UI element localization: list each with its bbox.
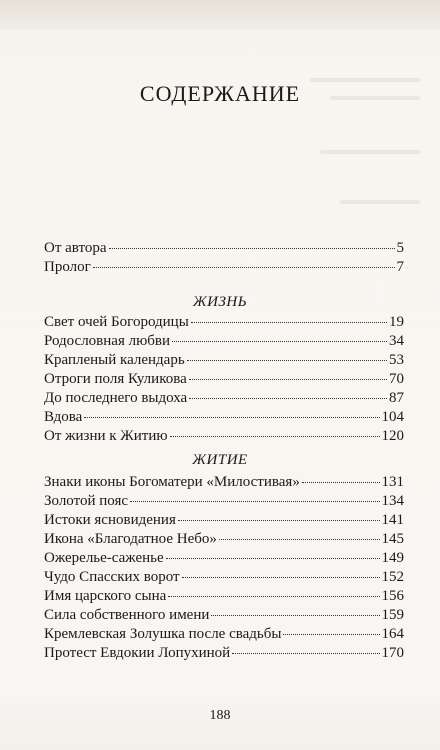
entry-page: 134 xyxy=(381,493,404,509)
entry-page: 156 xyxy=(381,588,404,604)
toc-entry xyxy=(44,428,404,447)
entry-title: Золотой пояс xyxy=(44,493,129,509)
toc-entry xyxy=(44,333,404,352)
toc-entry xyxy=(44,371,404,390)
entry-page: 5 xyxy=(396,240,404,256)
page-top-shadow xyxy=(0,0,440,30)
entry-title: Имя царского сына xyxy=(44,588,167,604)
entry-title: Крапленый календарь xyxy=(44,352,185,368)
dot-leader xyxy=(283,634,379,635)
entry-title: Пролог xyxy=(44,259,91,275)
intro-entries xyxy=(44,240,404,278)
entry-page: 53 xyxy=(389,352,404,368)
toc-entry xyxy=(44,474,404,493)
entry-title: Отроги поля Куликова xyxy=(44,371,187,387)
dot-leader xyxy=(191,322,387,323)
toc-entry xyxy=(44,626,404,645)
entry-page: 152 xyxy=(381,569,404,585)
entry-title: Свет очей Богородицы xyxy=(44,314,189,330)
page-number: 188 xyxy=(209,708,231,723)
dot-leader xyxy=(109,248,395,249)
dot-leader xyxy=(187,360,387,361)
entry-page: 70 xyxy=(389,371,404,387)
contents-title: СОДЕРЖАНИЕ xyxy=(139,80,301,106)
toc-entry xyxy=(44,531,404,550)
dot-leader xyxy=(182,577,380,578)
dot-leader xyxy=(84,417,379,418)
entry-title: Вдова xyxy=(44,409,83,425)
dot-leader xyxy=(302,482,380,483)
entry-page: 159 xyxy=(381,607,404,623)
entry-page: 120 xyxy=(381,428,404,444)
dot-leader xyxy=(189,398,387,399)
section-entries-zhizn xyxy=(44,314,404,447)
entry-page: 131 xyxy=(381,474,404,490)
entry-title: От автора xyxy=(44,240,107,256)
entry-page: 19 xyxy=(389,314,404,330)
show-through-text xyxy=(320,150,420,154)
dot-leader xyxy=(130,501,379,502)
entry-page: 145 xyxy=(381,531,404,547)
toc-entry xyxy=(44,645,404,664)
entry-page: 7 xyxy=(396,259,404,275)
dot-leader xyxy=(219,539,380,540)
dot-leader xyxy=(232,653,379,654)
dot-leader xyxy=(170,436,380,437)
entry-page: 87 xyxy=(389,390,404,406)
entry-page: 141 xyxy=(381,512,404,528)
toc-entry xyxy=(44,569,404,588)
show-through-text xyxy=(340,200,420,204)
entry-title: До последнего выдоха xyxy=(44,390,188,406)
entry-title: Родословная любви xyxy=(44,333,171,349)
entry-page: 34 xyxy=(389,333,404,349)
entry-title: Икона «Благодатное Небо» xyxy=(44,531,217,547)
entry-page: 104 xyxy=(381,409,404,425)
toc-entry xyxy=(44,240,404,259)
entry-title: Протест Евдокии Лопухиной xyxy=(44,645,231,661)
entry-title: Кремлевская Золушка после свадьбы xyxy=(44,626,282,642)
entry-title: Знаки иконы Богоматери «Милостивая» xyxy=(44,474,300,490)
section-heading-zhizn: ЖИЗНЬ xyxy=(192,294,248,310)
entry-title: Сила собственного имени xyxy=(44,607,210,623)
dot-leader xyxy=(178,520,380,521)
toc-entry xyxy=(44,512,404,531)
entry-title: Истоки ясновидения xyxy=(44,512,176,528)
entry-title: От жизни к Житию xyxy=(44,428,168,444)
entry-page: 164 xyxy=(381,626,404,642)
toc-entry xyxy=(44,493,404,512)
entry-title: Чудо Спасских ворот xyxy=(44,569,180,585)
dot-leader xyxy=(93,267,395,268)
entry-title: Ожерелье-саженье xyxy=(44,550,164,566)
toc-entry xyxy=(44,390,404,409)
dot-leader xyxy=(211,615,379,616)
dot-leader xyxy=(172,341,387,342)
toc-entry xyxy=(44,259,404,278)
toc-entry xyxy=(44,352,404,371)
dot-leader xyxy=(166,558,380,559)
toc-entry xyxy=(44,409,404,428)
toc-entry xyxy=(44,550,404,569)
entry-page: 149 xyxy=(381,550,404,566)
dot-leader xyxy=(189,379,387,380)
entry-page: 170 xyxy=(381,645,404,661)
section-heading-zhitie: ЖИТИЕ xyxy=(192,452,248,468)
toc-entry xyxy=(44,314,404,333)
toc-entry xyxy=(44,607,404,626)
section-entries-zhitie xyxy=(44,474,404,664)
dot-leader xyxy=(168,596,379,597)
toc-entry xyxy=(44,588,404,607)
